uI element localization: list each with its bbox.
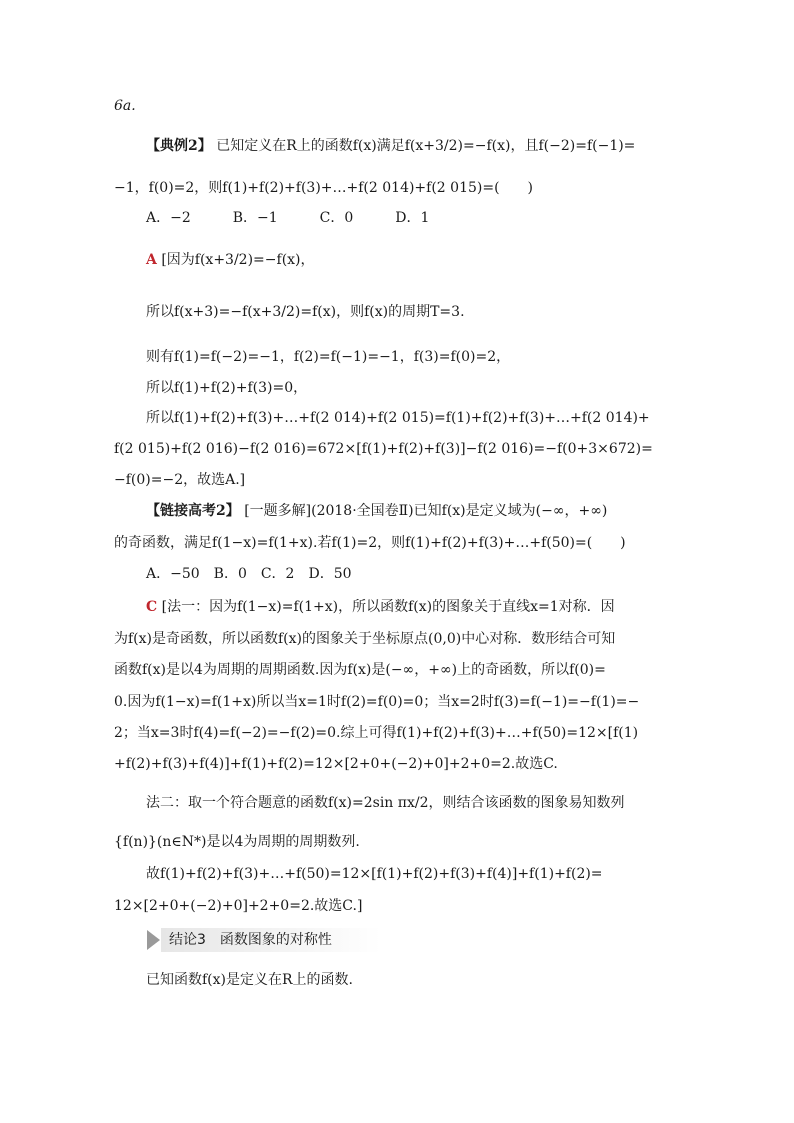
solution2-answer: C [146, 599, 158, 615]
page-top-fragment: 6a. [114, 98, 136, 114]
example-tag: 【典例2】 [146, 138, 212, 154]
solution2-line-5: 2；当x=3时f(4)=f(−2)=−f(2)=0.综上可得f(1)+f(2)+f(3)+…+f(50)=12×[f(1) [114, 725, 639, 741]
solution2-line-3: 函数f(x)是以4为周期的周期函数.因为f(x)是(−∞，+∞)上的奇函数，所以f(0)= [114, 662, 606, 678]
solution2-text-1: [法一：因为f(1−x)=f(1+x)，所以函数f(x)的图象关于直线x=1对称．因 [161, 599, 615, 615]
solution2-line-6: +f(2)+f(3)+f(4)]+f(1)+f(2)=12×[2+0+(−2)+0]+2+0=2.故选C. [114, 756, 558, 772]
solution-line-3: 则有f(1)=f(−2)=−1，f(2)=f(−1)=−1，f(3)=f(0)=2， [146, 349, 511, 365]
link-text-1: [一题多解](2018·全国卷Ⅱ)已知f(x)是定义域为(−∞，+∞) [244, 503, 608, 519]
section-intro: 已知函数f(x)是定义在R上的函数. [146, 972, 353, 988]
solution-line-5: 所以f(1)+f(2)+f(3)+…+f(2 014)+f(2 015)=f(1)+f(2)+f(3)+…+f(2 014)+ [146, 410, 650, 426]
solution-line-2: 所以f(x+3)=−f(x+3/2)=f(x)，则f(x)的周期T=3. [146, 304, 465, 320]
section-header [147, 928, 387, 952]
section-title: 结论3 函数图象的对称性 [169, 932, 332, 948]
solution2-method2-line-3: 故f(1)+f(2)+f(3)+…+f(50)=12×[f(1)+f(2)+f(3)+f(4)]+f(1)+f(2)= [146, 866, 603, 882]
link-line-2: 的奇函数，满足f(1−x)=f(1+x).若f(1)=2，则f(1)+f(2)+f(3)+…+f(50)=( ) [114, 535, 626, 551]
solution-line-7: −f(0)=−2，故选A.] [114, 472, 246, 488]
link-line-1 [146, 501, 607, 521]
solution2-line-2: 为f(x)是奇函数，所以函数f(x)的图象关于坐标原点(0,0)中心对称．数形结合可知 [114, 631, 616, 647]
link-options: A．−50 B．0 C．2 D．50 [146, 566, 352, 582]
solution2-method2-line-1: 法二：取一个符合题意的函数f(x)=2sin πx/2，则结合该函数的图象易知数列 [146, 795, 625, 811]
example-options: A．−2 B．−1 C．0 D．1 [146, 210, 430, 226]
solution2-line-4: 0.因为f(1−x)=f(1+x)所以当x=1时f(2)=f(0)=0；当x=2时f(3)=f(−1)=−f(1)=− [114, 694, 640, 710]
solution-line-6: f(2 015)+f(2 016)−f(2 016)=672×[f(1)+f(2)+f(3)]−f(2 016)=−f(0+3×672)= [114, 441, 653, 457]
example-line-2: −1，f(0)=2，则f(1)+f(2)+f(3)+…+f(2 014)+f(2 015)=( ) [114, 180, 534, 196]
triangle-marker-icon [147, 930, 160, 950]
solution-answer: A [146, 252, 157, 268]
example-line-1 [146, 136, 635, 156]
solution-line-1 [146, 250, 315, 270]
link-tag: 【链接高考2】 [146, 503, 240, 519]
solution2-method2-line-4: 12×[2+0+(−2)+0]+2+0=2.故选C.] [114, 898, 363, 914]
example-text-1: 已知定义在R上的函数f(x)满足f(x+3/2)=−f(x)，且f(−2)=f(−1)= [216, 138, 636, 154]
solution2-line-1 [146, 597, 615, 617]
solution-text-1: [因为f(x+3/2)=−f(x)， [161, 252, 315, 268]
solution-line-4: 所以f(1)+f(2)+f(3)=0， [146, 380, 308, 396]
solution2-method2-line-2: {f(n)}(n∈N*)是以4为周期的周期数列. [114, 834, 360, 850]
